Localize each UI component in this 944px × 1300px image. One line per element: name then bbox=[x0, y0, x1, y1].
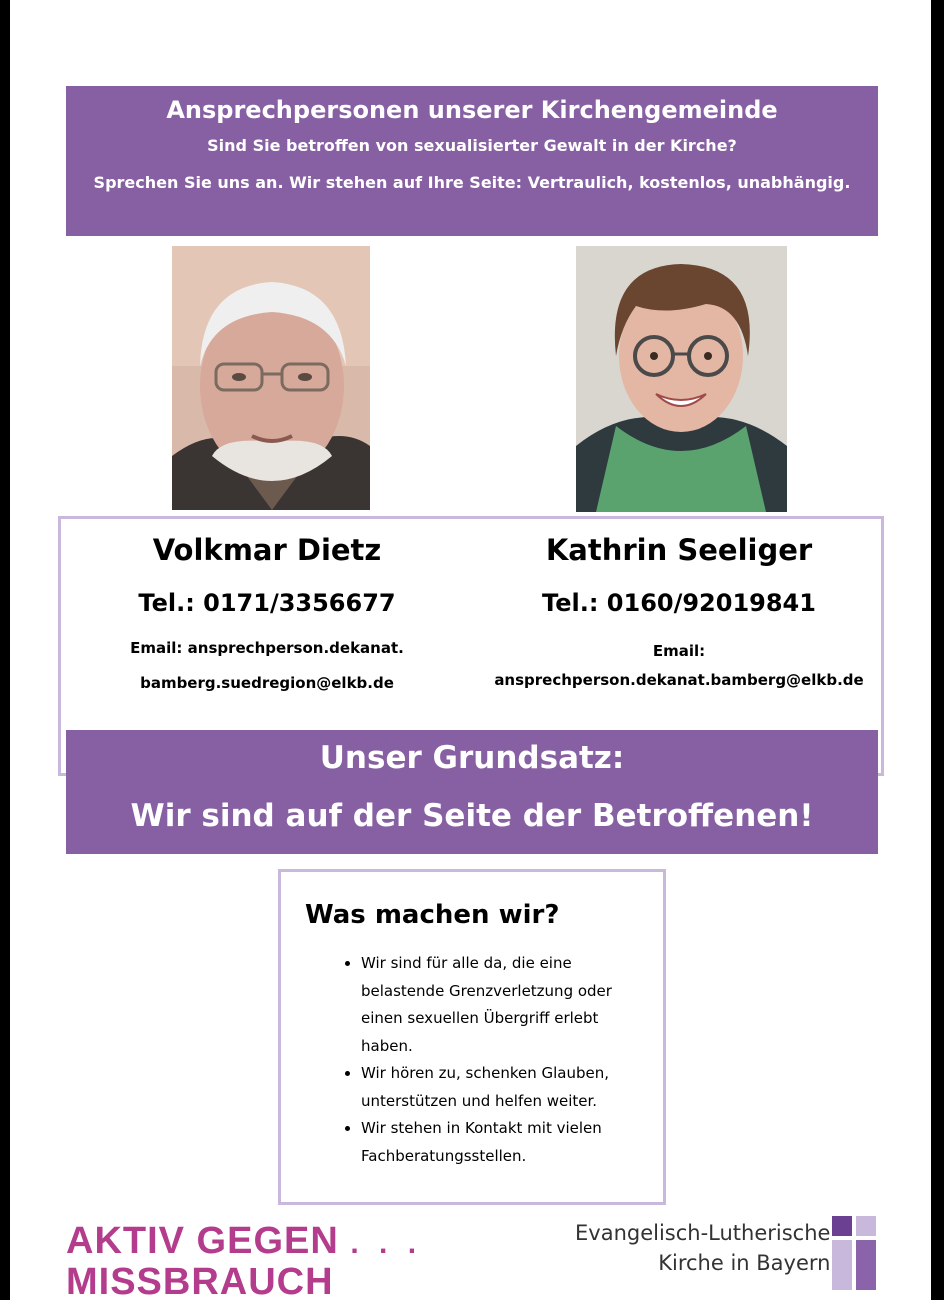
person-phone[interactable]: Tel.: 0160/92019841 bbox=[542, 589, 816, 617]
what-we-do-box bbox=[278, 869, 666, 1205]
flyer-page bbox=[10, 0, 931, 1300]
person-name: Kathrin Seeliger bbox=[545, 533, 813, 567]
list-item: • Wir hören zu, schenken Glauben, unterstützen und helfen weiter. bbox=[361, 1060, 663, 1115]
church-cross-icon bbox=[832, 1216, 878, 1292]
email-line-2: ansprechperson.dekanat.bamberg@elkb.de bbox=[494, 671, 864, 689]
church-name-line-1: Evangelisch-Lutherische bbox=[575, 1221, 831, 1245]
banner-invitation: Sprechen Sie uns an. Wir stehen auf Ihre Seite: Vertraulich, kostenlos, unabhängig. bbox=[93, 173, 851, 192]
campaign-line-2: MISSBRAUCH bbox=[66, 1261, 334, 1300]
church-name-line-2: Kirche in Bayern bbox=[658, 1251, 831, 1275]
what-we-do-heading: Was machen wir? bbox=[305, 900, 560, 930]
person-name: Volkmar Dietz bbox=[152, 533, 382, 567]
email-line-1: Email: bbox=[652, 642, 706, 660]
campaign-line-1: AKTIV GEGEN . . . bbox=[66, 1220, 423, 1262]
list-item: • Wir stehen in Kontakt mit vielen Fachberatungsstellen. bbox=[361, 1115, 663, 1170]
person-email[interactable] bbox=[61, 631, 473, 701]
church-logo-text bbox=[575, 1218, 830, 1278]
photo-kathrin-seeliger bbox=[576, 246, 787, 512]
person-email[interactable] bbox=[473, 637, 885, 695]
header-banner bbox=[66, 86, 878, 236]
list-item: • Wir sind für alle da, die eine belastende Grenzverletzung oder einen sexuellen Übergriff erlebt haben. bbox=[361, 950, 663, 1060]
email-line-1: Email: ansprechperson.dekanat. bbox=[130, 639, 404, 657]
email-line-2: bamberg.suedregion@elkb.de bbox=[140, 674, 394, 692]
motto-heading: Unser Grundsatz: bbox=[319, 740, 625, 776]
person-card-2 bbox=[473, 519, 885, 695]
person-card-1 bbox=[61, 519, 473, 701]
what-we-do-list bbox=[281, 950, 663, 1170]
campaign-logo bbox=[66, 1222, 422, 1300]
motto-statement: Wir sind auf der Seite der Betroffenen! bbox=[130, 798, 814, 834]
person-phone[interactable]: Tel.: 0171/3356677 bbox=[138, 589, 396, 617]
photo-volkmar-dietz bbox=[172, 246, 370, 510]
motto-banner bbox=[66, 730, 878, 854]
banner-title: Ansprechpersonen unserer Kirchengemeinde bbox=[166, 96, 778, 124]
banner-question: Sind Sie betroffen von sexualisierter Gewalt in der Kirche? bbox=[207, 136, 737, 155]
